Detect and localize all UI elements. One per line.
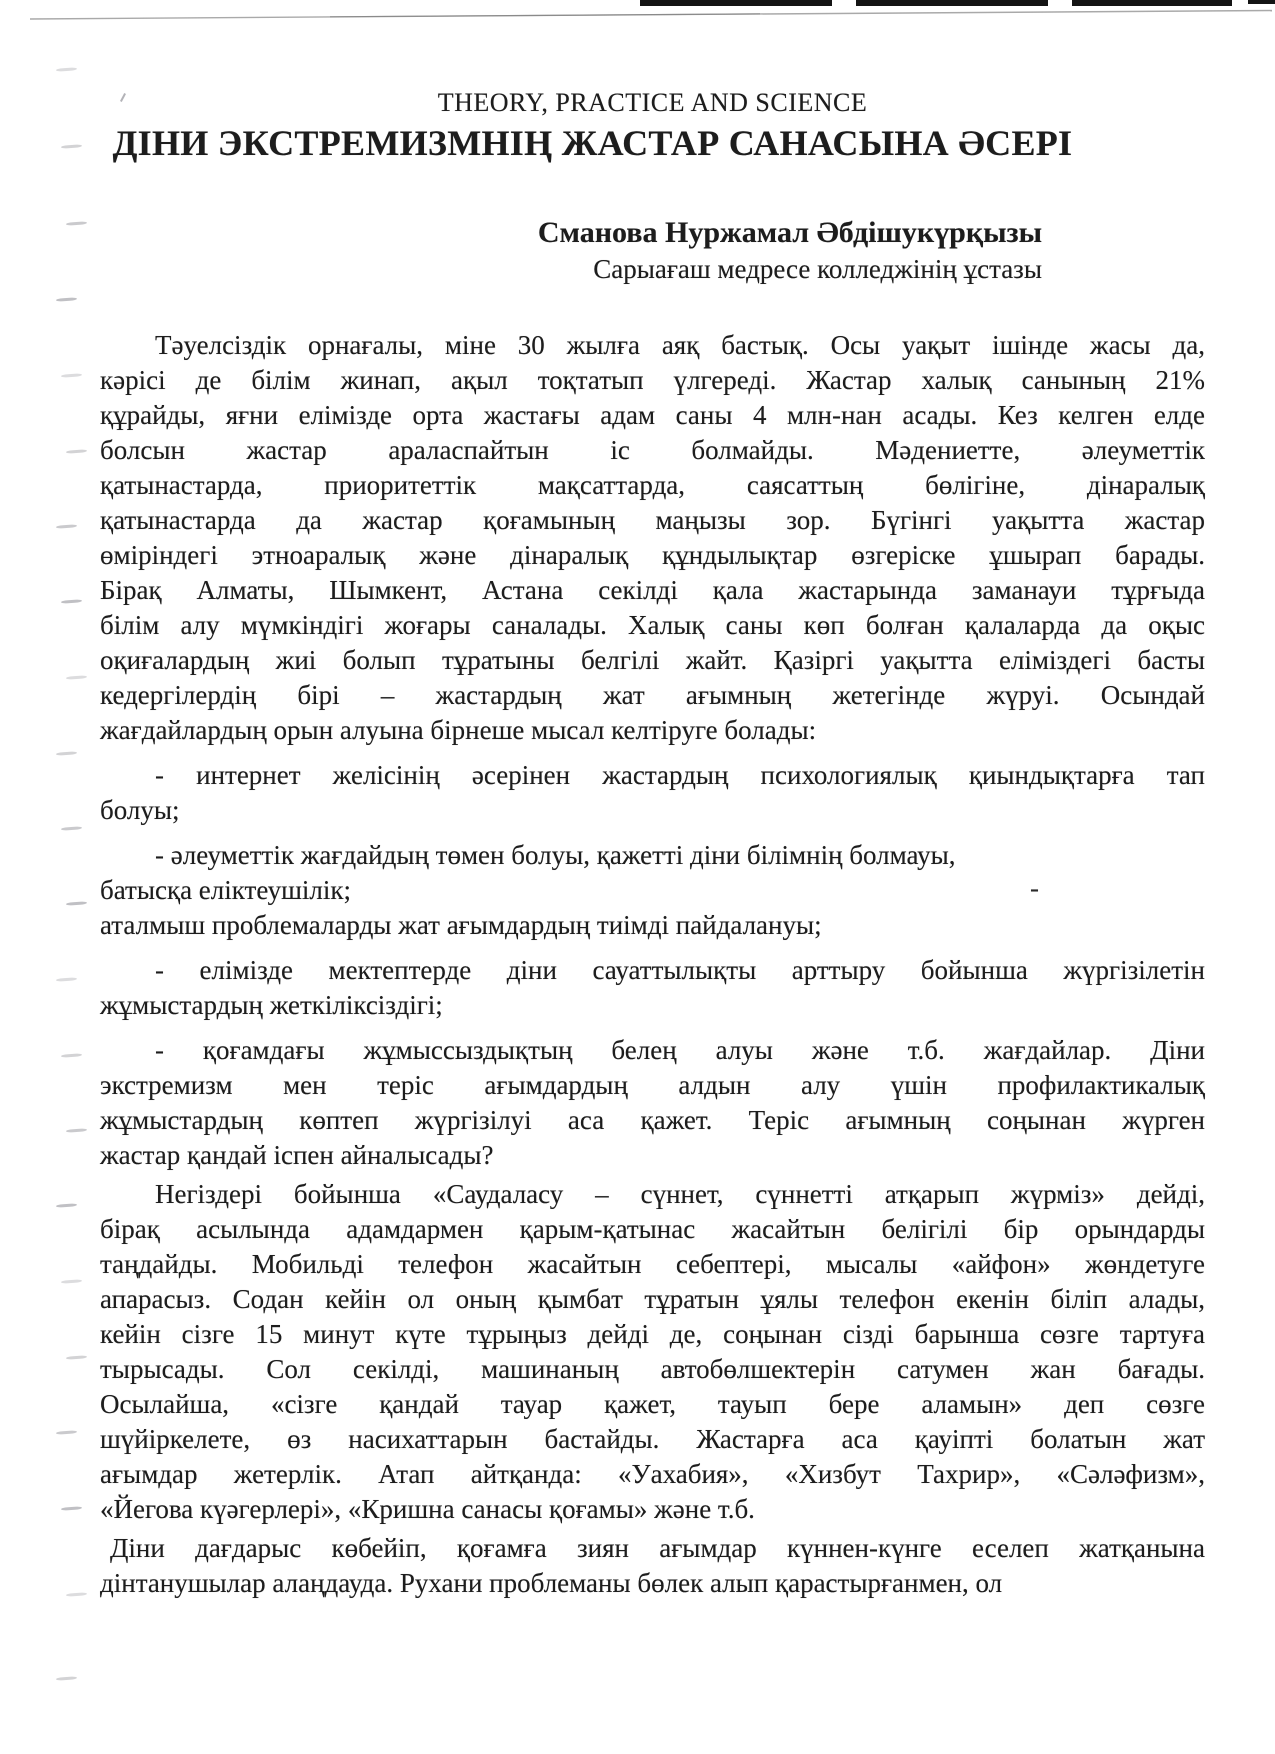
scan-artifact-mark (61, 826, 82, 830)
body-line: аталмыш проблемаларды жат ағымдардың тиімді пайдалануы; (100, 910, 822, 940)
scan-artifact-mark (66, 449, 87, 453)
body-line: болуы; (100, 795, 180, 825)
body-line: кедергілердің бірі – жастардың жат ағымның жетегінде жүруі. Осындай (100, 680, 1205, 710)
body-line: жұмыстардың жеткіліксіздігі; (100, 990, 443, 1020)
scan-artifact-mark (66, 1128, 87, 1132)
scan-artifact-mark (61, 599, 82, 603)
body-line: батысқа еліктеушілік; (100, 875, 352, 905)
body-line: - әлеуметтік жағдайдың төмен болуы, қажетті діни білімнің болмауы, (155, 840, 956, 870)
stray-dash-mark: - (1030, 873, 1039, 903)
scan-artifact-mark (56, 524, 77, 528)
body-line: - қоғамдағы жұмыссыздықтың белең алуы және т.б. жағдайлар. Діни (155, 1035, 1205, 1065)
body-line: Тәуелсіздік орнағалы, міне 30 жылға аяқ бастық. Осы уақыт ішінде жасы да, (155, 330, 1205, 360)
scan-artifact-mark (66, 901, 87, 905)
author-affiliation: Сарыағаш медресе колледжінің ұстазы (593, 254, 1042, 284)
document-content (100, 0, 1205, 1601)
scan-artifact-mark (56, 751, 77, 755)
body-line: - елімізде мектептерде діни сауаттылықты арттыру бойынша жүргізілетін (155, 955, 1205, 985)
body-line: кейін сізге 15 минут күте тұрыңыз дейді де, соңынан сізді барынша сөзге тартуға (100, 1319, 1205, 1349)
scan-artifact-mark (56, 1430, 77, 1434)
body-line: шүйіркелете, өз насихаттарын бастайды. Жастарға аса қауіпті болатын жат (100, 1424, 1205, 1454)
author-name: Сманова Нуржамал Әбдішукүрқызы (537, 216, 1042, 249)
body-line: - интернет желісінің әсерінен жастардың психологиялық қиындықтарға тап (155, 760, 1205, 790)
body-line: экстремизм мен теріс ағымдардың алдын алу үшін профилактикалық (100, 1070, 1205, 1100)
body-line: жастар қандай іспен айналысады? (100, 1140, 494, 1170)
body-line: дінтанушылар алаңдауда. Рухани проблеманы бөлек алып қарастырғанмен, ол (100, 1568, 1003, 1598)
scan-artifact-mark (61, 1053, 82, 1057)
body-line: Осылайша, «сізге қандай тауар қажет, тауып бере аламын» деп сөзге (100, 1389, 1205, 1419)
scan-artifact-mark (56, 977, 77, 981)
scan-artifact-mark (61, 373, 82, 377)
scan-artifact-mark (66, 221, 87, 225)
scan-artifact-mark (56, 1676, 77, 1680)
scan-artifact-mark (66, 675, 87, 679)
body-line: қатынастарда, приоритеттік мақсаттарда, саясаттың бөлігіне, дінаралық (100, 470, 1205, 500)
scan-artifact-bar (1248, 0, 1275, 4)
scan-artifact-mark (61, 144, 82, 148)
scan-artifact-mark (56, 297, 77, 301)
body-line: жағдайлардың орын алуына бірнеше мысал келтіруге болады: (100, 715, 817, 745)
journal-header: THEORY, PRACTICE AND SCIENCE (437, 88, 868, 117)
body-line: тырысады. Сол секілді, машинаның автобөлшектерін сатумен жан бағады. (100, 1354, 1205, 1384)
body-line: жұмыстардың көптеп жүргізілуі аса қажет. Теріс ағымның соңынан жүрген (100, 1105, 1205, 1135)
body-line: оқиғалардың жиі болып тұратыны белгілі жайт. Қазіргі уақытта еліміздегі басты (100, 645, 1205, 675)
body-line: таңдайды. Мобильді телефон жасайтын себептері, мысалы «айфон» жөндетуге (100, 1249, 1205, 1279)
scan-artifact-mark (66, 1592, 87, 1596)
scan-artifact-mark (66, 1355, 87, 1359)
scan-artifact-mark (56, 67, 77, 71)
body-line: Діни дағдарыс көбейіп, қоғамға зиян ағымдар күннен-күнге еселеп жатқанына (110, 1533, 1205, 1563)
body-line: ағымдар жетерлік. Атап айтқанда: «Уахабия», «Хизбут Тахрир», «Сәләфизм», (100, 1459, 1205, 1489)
body-line: құрайды, яғни елімізде орта жастағы адам саны 4 млн-нан асады. Кез келген елде (100, 400, 1205, 430)
body-line: бірақ асылында адамдармен қарым-қатынас жасайтын белігілі бір орындарды (100, 1214, 1205, 1244)
body-line: білім алу мүмкіндігі жоғары саналады. Халық саны көп болған қалаларда да оқыс (100, 610, 1205, 640)
body-line: кәрісі де білім жинап, ақыл тоқтатып үлгереді. Жастар халық санының 21% (100, 365, 1205, 395)
body-line: «Йегова күәгерлері», «Кришна санасы қоғамы» және т.б. (100, 1494, 755, 1524)
body-line: апарасыз. Содан кейін ол оның қымбат тұратын ұялы телефон екенін біліп алады, (100, 1284, 1205, 1314)
body-line: болсын жастар араласпайтын іс болмайды. Мәдениетте, әлеуметтік (100, 435, 1205, 465)
body-line: өміріндегі этноаралық және дінаралық құндылықтар өзгеріске ұшырап барады. (100, 540, 1205, 570)
article-title: ДІНИ ЭКСТРЕМИЗМНІҢ ЖАСТАР САНАСЫНА ӘСЕРІ (112, 123, 1073, 163)
article-body (100, 328, 1205, 1601)
scan-artifact-mark (61, 1279, 82, 1283)
body-line: Негіздері бойынша «Саудаласу – сүннет, сүннетті атқарып жүрміз» дейді, (155, 1179, 1205, 1209)
body-line: қатынастарда да жастар қоғамының маңызы зор. Бүгінгі уақытта жастар (100, 505, 1205, 535)
body-line: Бірақ Алматы, Шымкент, Астана секілді қала жастарында заманауи тұрғыда (100, 575, 1205, 605)
scan-artifact-mark (56, 1203, 77, 1207)
scan-artifact-mark (61, 1506, 82, 1510)
